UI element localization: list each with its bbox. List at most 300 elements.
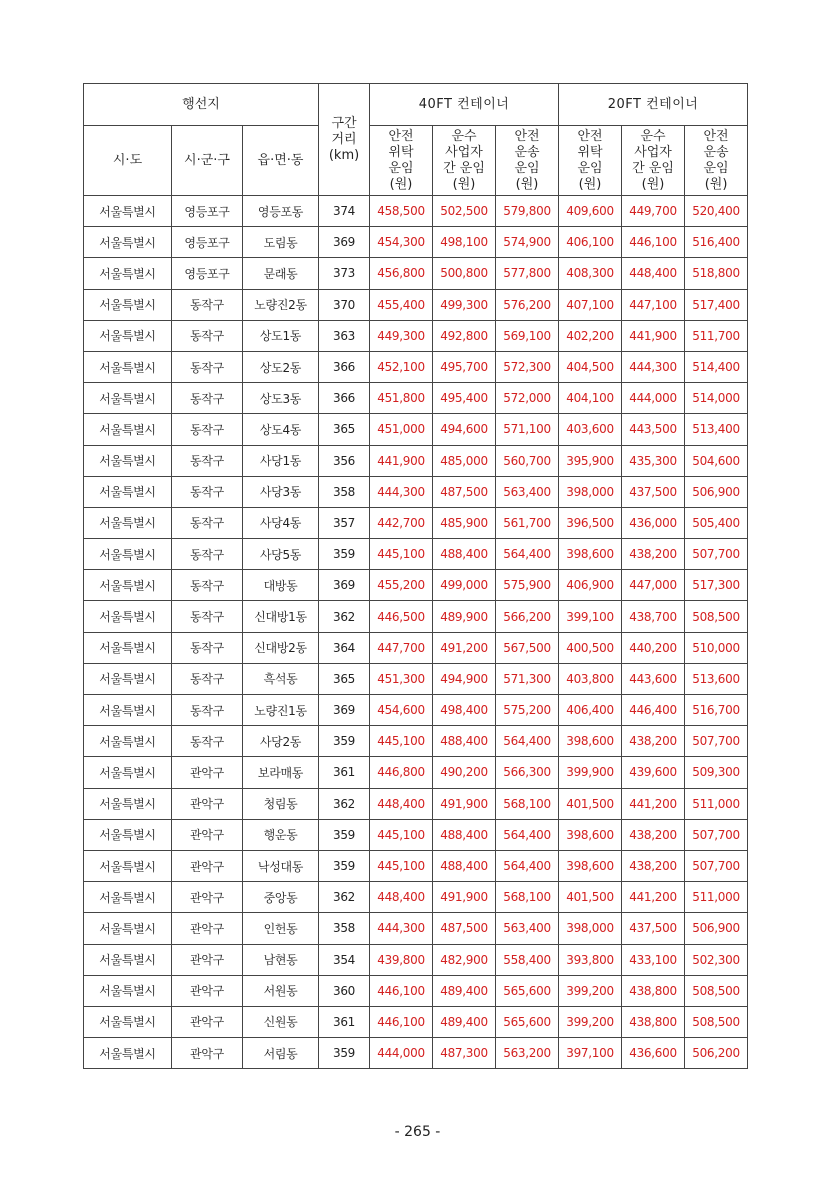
rate-20ft-transport-cell: 520,400 [685, 196, 748, 227]
rate-40ft-transport-cell: 566,300 [496, 757, 559, 788]
rate-40ft-carrier-cell: 499,000 [433, 570, 496, 601]
table-row [84, 351, 748, 382]
distance-cell: 361 [319, 1006, 370, 1037]
city-cell: 관악구 [172, 882, 243, 913]
city-cell: 관악구 [172, 975, 243, 1006]
province-cell: 서울특별시 [84, 507, 172, 538]
city-cell: 관악구 [172, 850, 243, 881]
town-cell: 중앙동 [243, 882, 319, 913]
rate-40ft-carrier-cell: 491,900 [433, 788, 496, 819]
rate-40ft-carrier-cell: 488,400 [433, 850, 496, 881]
distance-cell: 359 [319, 539, 370, 570]
header-line: 운수 [640, 128, 666, 144]
header-line: (원) [641, 176, 665, 192]
header-distance-line: 거리 [331, 131, 357, 147]
rate-20ft-transport-cell: 504,600 [685, 445, 748, 476]
rate-40ft-consign-cell: 446,800 [370, 757, 433, 788]
rate-20ft-transport-cell: 517,300 [685, 570, 748, 601]
distance-cell: 359 [319, 850, 370, 881]
rate-20ft-carrier-cell: 438,200 [622, 539, 685, 570]
rate-40ft-consign-cell: 449,300 [370, 320, 433, 351]
header-line: 운수 [451, 128, 477, 144]
rate-20ft-consign-cell: 399,100 [559, 601, 622, 632]
rate-20ft-transport-cell: 513,400 [685, 414, 748, 445]
distance-cell: 369 [319, 695, 370, 726]
header-20ft-carrier-rate [622, 126, 685, 196]
header-line: 간 운임 [632, 160, 674, 176]
rate-40ft-transport-cell: 563,200 [496, 1038, 559, 1069]
rate-40ft-consign-cell: 455,200 [370, 570, 433, 601]
town-cell: 서림동 [243, 1038, 319, 1069]
table-row [84, 445, 748, 476]
rate-20ft-carrier-cell: 446,400 [622, 695, 685, 726]
rate-40ft-consign-cell: 452,100 [370, 351, 433, 382]
province-cell: 서울특별시 [84, 726, 172, 757]
header-line: 간 운임 [443, 160, 485, 176]
town-cell: 낙성대동 [243, 850, 319, 881]
rate-20ft-carrier-cell: 437,500 [622, 476, 685, 507]
city-cell: 동작구 [172, 507, 243, 538]
rate-40ft-transport-cell: 558,400 [496, 944, 559, 975]
rate-40ft-transport-cell: 567,500 [496, 632, 559, 663]
province-cell: 서울특별시 [84, 663, 172, 694]
town-cell: 상도1동 [243, 320, 319, 351]
rate-20ft-transport-cell: 511,000 [685, 788, 748, 819]
rate-20ft-carrier-cell: 444,000 [622, 383, 685, 414]
province-cell: 서울특별시 [84, 351, 172, 382]
rate-40ft-carrier-cell: 485,000 [433, 445, 496, 476]
town-cell: 인헌동 [243, 913, 319, 944]
province-cell: 서울특별시 [84, 695, 172, 726]
province-cell: 서울특별시 [84, 819, 172, 850]
rate-20ft-consign-cell: 400,500 [559, 632, 622, 663]
rate-20ft-consign-cell: 401,500 [559, 788, 622, 819]
rate-40ft-transport-cell: 560,700 [496, 445, 559, 476]
city-cell: 동작구 [172, 414, 243, 445]
rate-20ft-carrier-cell: 439,600 [622, 757, 685, 788]
table-row [84, 913, 748, 944]
rate-40ft-transport-cell: 563,400 [496, 476, 559, 507]
distance-cell: 361 [319, 757, 370, 788]
town-cell: 노량진1동 [243, 695, 319, 726]
distance-cell: 373 [319, 258, 370, 289]
header-line: (원) [389, 176, 413, 192]
town-cell: 상도4동 [243, 414, 319, 445]
rate-20ft-consign-cell: 406,100 [559, 227, 622, 258]
table-row [84, 476, 748, 507]
distance-cell: 369 [319, 570, 370, 601]
header-line: 운임 [388, 160, 414, 176]
table-row [84, 944, 748, 975]
city-cell: 관악구 [172, 757, 243, 788]
province-cell: 서울특별시 [84, 913, 172, 944]
rate-40ft-carrier-cell: 498,100 [433, 227, 496, 258]
rate-40ft-transport-cell: 564,400 [496, 850, 559, 881]
rate-40ft-consign-cell: 441,900 [370, 445, 433, 476]
rate-20ft-consign-cell: 398,000 [559, 476, 622, 507]
rate-20ft-transport-cell: 506,900 [685, 913, 748, 944]
distance-cell: 363 [319, 320, 370, 351]
rate-40ft-transport-cell: 563,400 [496, 913, 559, 944]
rate-40ft-consign-cell: 444,300 [370, 476, 433, 507]
header-province: 시·도 [84, 126, 172, 196]
distance-cell: 364 [319, 632, 370, 663]
rate-40ft-carrier-cell: 489,900 [433, 601, 496, 632]
table-row [84, 383, 748, 414]
city-cell: 동작구 [172, 476, 243, 507]
distance-cell: 374 [319, 196, 370, 227]
table-row [84, 975, 748, 1006]
header-line: 사업자 [445, 144, 483, 160]
rate-40ft-consign-cell: 451,800 [370, 383, 433, 414]
province-cell: 서울특별시 [84, 1006, 172, 1037]
header-line: 운임 [577, 160, 603, 176]
rate-20ft-carrier-cell: 438,700 [622, 601, 685, 632]
rate-40ft-consign-cell: 454,300 [370, 227, 433, 258]
city-cell: 영등포구 [172, 196, 243, 227]
rate-40ft-transport-cell: 571,300 [496, 663, 559, 694]
header-line: 안전 [514, 128, 540, 144]
header-line: 운송 [703, 144, 729, 160]
city-cell: 동작구 [172, 351, 243, 382]
header-row-1 [84, 84, 748, 126]
rate-40ft-consign-cell: 451,000 [370, 414, 433, 445]
distance-cell: 358 [319, 913, 370, 944]
rate-20ft-transport-cell: 514,000 [685, 383, 748, 414]
rate-40ft-carrier-cell: 500,800 [433, 258, 496, 289]
rate-20ft-consign-cell: 403,600 [559, 414, 622, 445]
header-line: 사업자 [634, 144, 672, 160]
rate-20ft-transport-cell: 506,900 [685, 476, 748, 507]
rate-40ft-transport-cell: 575,200 [496, 695, 559, 726]
header-line: (원) [578, 176, 602, 192]
rate-40ft-consign-cell: 444,300 [370, 913, 433, 944]
rate-40ft-carrier-cell: 488,400 [433, 539, 496, 570]
header-line: 안전 [577, 128, 603, 144]
table-row [84, 819, 748, 850]
rate-40ft-consign-cell: 446,100 [370, 1006, 433, 1037]
province-cell: 서울특별시 [84, 882, 172, 913]
rate-20ft-carrier-cell: 437,500 [622, 913, 685, 944]
city-cell: 동작구 [172, 726, 243, 757]
rate-20ft-transport-cell: 516,400 [685, 227, 748, 258]
rate-20ft-carrier-cell: 438,200 [622, 726, 685, 757]
rate-40ft-transport-cell: 579,800 [496, 196, 559, 227]
rate-40ft-carrier-cell: 498,400 [433, 695, 496, 726]
rate-20ft-carrier-cell: 440,200 [622, 632, 685, 663]
city-cell: 관악구 [172, 788, 243, 819]
rate-40ft-carrier-cell: 494,900 [433, 663, 496, 694]
city-cell: 관악구 [172, 913, 243, 944]
rate-20ft-transport-cell: 516,700 [685, 695, 748, 726]
header-40ft-carrier-rate [433, 126, 496, 196]
province-cell: 서울특별시 [84, 196, 172, 227]
town-cell: 신대방1동 [243, 601, 319, 632]
city-cell: 영등포구 [172, 258, 243, 289]
rate-40ft-consign-cell: 445,100 [370, 726, 433, 757]
rate-20ft-carrier-cell: 438,200 [622, 819, 685, 850]
table-body [84, 196, 748, 1069]
rate-20ft-carrier-cell: 443,600 [622, 663, 685, 694]
distance-cell: 365 [319, 414, 370, 445]
rate-20ft-transport-cell: 507,700 [685, 819, 748, 850]
town-cell: 문래동 [243, 258, 319, 289]
rate-20ft-consign-cell: 409,600 [559, 196, 622, 227]
header-20ft-container: 20FT 컨테이너 [559, 84, 748, 126]
rate-20ft-consign-cell: 398,600 [559, 539, 622, 570]
table-row [84, 539, 748, 570]
rate-40ft-transport-cell: 564,400 [496, 819, 559, 850]
rate-20ft-transport-cell: 502,300 [685, 944, 748, 975]
header-40ft-transport-rate [496, 126, 559, 196]
rate-40ft-carrier-cell: 492,800 [433, 320, 496, 351]
rate-20ft-carrier-cell: 435,300 [622, 445, 685, 476]
rate-40ft-carrier-cell: 494,600 [433, 414, 496, 445]
rate-20ft-consign-cell: 395,900 [559, 445, 622, 476]
rate-20ft-consign-cell: 399,200 [559, 1006, 622, 1037]
table-row [84, 320, 748, 351]
town-cell: 서원동 [243, 975, 319, 1006]
rate-40ft-consign-cell: 442,700 [370, 507, 433, 538]
rate-40ft-carrier-cell: 487,500 [433, 476, 496, 507]
province-cell: 서울특별시 [84, 632, 172, 663]
rate-40ft-transport-cell: 568,100 [496, 788, 559, 819]
province-cell: 서울특별시 [84, 476, 172, 507]
rate-40ft-carrier-cell: 495,400 [433, 383, 496, 414]
rate-40ft-consign-cell: 445,100 [370, 819, 433, 850]
rate-40ft-consign-cell: 448,400 [370, 882, 433, 913]
city-cell: 관악구 [172, 1038, 243, 1069]
province-cell: 서울특별시 [84, 445, 172, 476]
rate-40ft-carrier-cell: 488,400 [433, 726, 496, 757]
distance-cell: 370 [319, 289, 370, 320]
city-cell: 동작구 [172, 539, 243, 570]
rate-20ft-carrier-cell: 444,300 [622, 351, 685, 382]
table-row [84, 414, 748, 445]
distance-cell: 366 [319, 351, 370, 382]
rate-20ft-carrier-cell: 448,400 [622, 258, 685, 289]
header-20ft-consign-rate [559, 126, 622, 196]
rate-40ft-consign-cell: 451,300 [370, 663, 433, 694]
city-cell: 동작구 [172, 601, 243, 632]
rate-40ft-consign-cell: 456,800 [370, 258, 433, 289]
header-line: 운임 [514, 160, 540, 176]
table-row [84, 289, 748, 320]
rate-40ft-carrier-cell: 485,900 [433, 507, 496, 538]
rate-20ft-transport-cell: 508,500 [685, 601, 748, 632]
distance-cell: 354 [319, 944, 370, 975]
header-line: 위탁 [388, 144, 414, 160]
distance-cell: 362 [319, 882, 370, 913]
province-cell: 서울특별시 [84, 289, 172, 320]
town-cell: 사당1동 [243, 445, 319, 476]
rate-40ft-transport-cell: 565,600 [496, 975, 559, 1006]
distance-cell: 359 [319, 1038, 370, 1069]
city-cell: 영등포구 [172, 227, 243, 258]
rate-40ft-consign-cell: 446,500 [370, 601, 433, 632]
rate-40ft-transport-cell: 568,100 [496, 882, 559, 913]
city-cell: 관악구 [172, 819, 243, 850]
town-cell: 신원동 [243, 1006, 319, 1037]
city-cell: 동작구 [172, 570, 243, 601]
rate-20ft-consign-cell: 408,300 [559, 258, 622, 289]
rate-40ft-consign-cell: 444,000 [370, 1038, 433, 1069]
header-40ft-consign-rate [370, 126, 433, 196]
header-line: 안전 [703, 128, 729, 144]
rate-20ft-consign-cell: 406,900 [559, 570, 622, 601]
rate-20ft-consign-cell: 402,200 [559, 320, 622, 351]
table-row [84, 757, 748, 788]
province-cell: 서울특별시 [84, 944, 172, 975]
city-cell: 관악구 [172, 1006, 243, 1037]
rate-20ft-transport-cell: 514,400 [685, 351, 748, 382]
rate-20ft-consign-cell: 406,400 [559, 695, 622, 726]
header-20ft-transport-rate [685, 126, 748, 196]
header-distance-line: (km) [328, 147, 360, 163]
province-cell: 서울특별시 [84, 320, 172, 351]
town-cell: 보라매동 [243, 757, 319, 788]
rate-20ft-transport-cell: 510,000 [685, 632, 748, 663]
province-cell: 서울특별시 [84, 850, 172, 881]
rate-20ft-consign-cell: 399,200 [559, 975, 622, 1006]
freight-rate-table [83, 83, 748, 1069]
rate-20ft-transport-cell: 511,000 [685, 882, 748, 913]
rate-20ft-carrier-cell: 436,000 [622, 507, 685, 538]
rate-20ft-consign-cell: 398,000 [559, 913, 622, 944]
rate-40ft-carrier-cell: 502,500 [433, 196, 496, 227]
rate-20ft-transport-cell: 507,700 [685, 539, 748, 570]
rate-40ft-carrier-cell: 489,400 [433, 1006, 496, 1037]
table-row [84, 507, 748, 538]
rate-40ft-consign-cell: 439,800 [370, 944, 433, 975]
rate-20ft-transport-cell: 513,600 [685, 663, 748, 694]
distance-cell: 369 [319, 227, 370, 258]
table-row [84, 726, 748, 757]
header-row-2 [84, 126, 748, 196]
city-cell: 동작구 [172, 663, 243, 694]
table-row [84, 882, 748, 913]
province-cell: 서울특별시 [84, 1038, 172, 1069]
town-cell: 대방동 [243, 570, 319, 601]
town-cell: 남현동 [243, 944, 319, 975]
header-40ft-container: 40FT 컨테이너 [370, 84, 559, 126]
table-row [84, 227, 748, 258]
rate-40ft-transport-cell: 577,800 [496, 258, 559, 289]
table-row [84, 1038, 748, 1069]
rate-20ft-consign-cell: 393,800 [559, 944, 622, 975]
header-line: 운임 [703, 160, 729, 176]
province-cell: 서울특별시 [84, 414, 172, 445]
rate-20ft-carrier-cell: 447,000 [622, 570, 685, 601]
province-cell: 서울특별시 [84, 788, 172, 819]
rate-40ft-transport-cell: 576,200 [496, 289, 559, 320]
rate-20ft-transport-cell: 518,800 [685, 258, 748, 289]
page-number: - 265 - [394, 1124, 441, 1140]
header-distance [319, 84, 370, 196]
province-cell: 서울특별시 [84, 570, 172, 601]
province-cell: 서울특별시 [84, 601, 172, 632]
distance-cell: 357 [319, 507, 370, 538]
town-cell: 청림동 [243, 788, 319, 819]
table-row [84, 695, 748, 726]
rate-40ft-transport-cell: 564,400 [496, 539, 559, 570]
rate-40ft-carrier-cell: 499,300 [433, 289, 496, 320]
city-cell: 동작구 [172, 445, 243, 476]
header-destination: 행선지 [84, 84, 319, 126]
rate-20ft-transport-cell: 507,700 [685, 850, 748, 881]
rate-40ft-consign-cell: 445,100 [370, 539, 433, 570]
distance-cell: 358 [319, 476, 370, 507]
rate-20ft-transport-cell: 508,500 [685, 975, 748, 1006]
rate-20ft-carrier-cell: 441,200 [622, 788, 685, 819]
table-row [84, 850, 748, 881]
rate-20ft-consign-cell: 398,600 [559, 819, 622, 850]
rate-20ft-carrier-cell: 433,100 [622, 944, 685, 975]
rate-40ft-carrier-cell: 487,300 [433, 1038, 496, 1069]
header-line: 위탁 [577, 144, 603, 160]
rate-20ft-transport-cell: 509,300 [685, 757, 748, 788]
rate-40ft-carrier-cell: 491,200 [433, 632, 496, 663]
town-cell: 상도2동 [243, 351, 319, 382]
distance-cell: 366 [319, 383, 370, 414]
distance-cell: 365 [319, 663, 370, 694]
rate-40ft-transport-cell: 565,600 [496, 1006, 559, 1037]
rate-20ft-consign-cell: 403,800 [559, 663, 622, 694]
rate-20ft-consign-cell: 398,600 [559, 850, 622, 881]
rate-40ft-carrier-cell: 495,700 [433, 351, 496, 382]
rate-20ft-carrier-cell: 438,800 [622, 1006, 685, 1037]
province-cell: 서울특별시 [84, 539, 172, 570]
rate-20ft-transport-cell: 508,500 [685, 1006, 748, 1037]
rate-20ft-carrier-cell: 436,600 [622, 1038, 685, 1069]
rate-40ft-carrier-cell: 482,900 [433, 944, 496, 975]
rate-40ft-consign-cell: 445,100 [370, 850, 433, 881]
distance-cell: 362 [319, 788, 370, 819]
table-row [84, 663, 748, 694]
rate-20ft-transport-cell: 507,700 [685, 726, 748, 757]
rate-20ft-carrier-cell: 443,500 [622, 414, 685, 445]
rate-40ft-carrier-cell: 491,900 [433, 882, 496, 913]
header-town: 읍·면·동 [243, 126, 319, 196]
town-cell: 사당3동 [243, 476, 319, 507]
town-cell: 영등포동 [243, 196, 319, 227]
rate-40ft-consign-cell: 447,700 [370, 632, 433, 663]
rate-20ft-consign-cell: 397,100 [559, 1038, 622, 1069]
rate-20ft-carrier-cell: 438,200 [622, 850, 685, 881]
province-cell: 서울특별시 [84, 258, 172, 289]
rate-40ft-carrier-cell: 487,500 [433, 913, 496, 944]
header-line: (원) [452, 176, 476, 192]
rate-40ft-transport-cell: 571,100 [496, 414, 559, 445]
rate-40ft-carrier-cell: 489,400 [433, 975, 496, 1006]
town-cell: 상도3동 [243, 383, 319, 414]
rate-40ft-transport-cell: 572,000 [496, 383, 559, 414]
town-cell: 노량진2동 [243, 289, 319, 320]
table-row [84, 570, 748, 601]
header-distance-line: 구간 [331, 115, 357, 131]
town-cell: 사당4동 [243, 507, 319, 538]
rate-40ft-carrier-cell: 488,400 [433, 819, 496, 850]
rate-40ft-transport-cell: 572,300 [496, 351, 559, 382]
header-line: 운송 [514, 144, 540, 160]
header-line: (원) [704, 176, 728, 192]
province-cell: 서울특별시 [84, 383, 172, 414]
rate-20ft-carrier-cell: 441,200 [622, 882, 685, 913]
rate-20ft-carrier-cell: 449,700 [622, 196, 685, 227]
province-cell: 서울특별시 [84, 757, 172, 788]
rate-40ft-transport-cell: 566,200 [496, 601, 559, 632]
rate-40ft-consign-cell: 455,400 [370, 289, 433, 320]
